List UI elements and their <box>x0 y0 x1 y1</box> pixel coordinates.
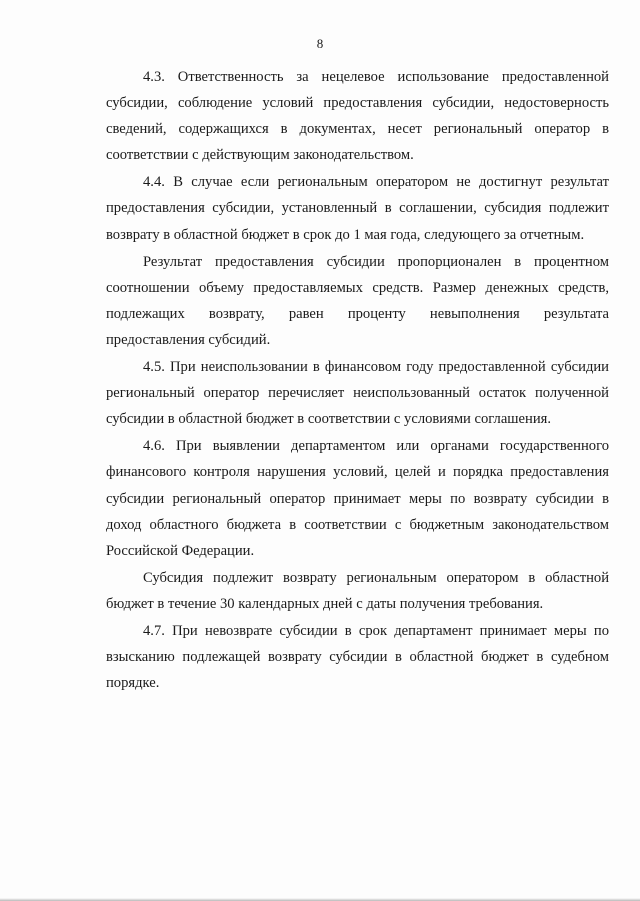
paragraph-refund-deadline: Субсидия подлежит возврату региональным оператором в областной бюджет в течение 30 календарных дней с даты получения требования. <box>106 569 609 612</box>
paragraph-4-4: 4.4. В случае если региональным оператором не достигнут результат предоставления субсидии, установленный в соглашении, субсидия подлежит возврату в областной бюджет в срок до 1 мая года, следующего за отчетным. <box>106 174 609 243</box>
document-body <box>106 64 609 697</box>
paragraph-4-7: 4.7. При невозврате субсидии в срок департамент принимает меры по взысканию подлежащей возврату субсидии в областной бюджет в судебном порядке. <box>106 622 609 692</box>
paragraph-result-proportional: Результат предоставления субсидии пропорционален в процентном соотношении объему предоставляемых средств. Размер денежных средств, подлежащих возврату, равен проценту невыполнения результата предоставления субсидий. <box>106 253 609 348</box>
page-number: 8 <box>316 36 324 51</box>
paragraph-4-5: 4.5. При неиспользовании в финансовом году предоставленной субсидии региональный оператор перечисляет неиспользованный остаток полученной субсидии в областной бюджет в соответствии с условиями соглашения. <box>106 359 609 428</box>
paragraph-4-6: 4.6. При выявлении департаментом или органами государственного финансового контроля нарушения условий, целей и порядка предоставления субсидии региональный оператор принимает меры по возврату субсидии в доход областного бюджета в соответствии с бюджетным законодательством Российской Федерации. <box>106 438 609 559</box>
paragraph-4-3: 4.3. Ответственность за нецелевое использование предоставленной субсидии, соблюдение условий предоставления субсидии, недостоверность сведений, содержащихся в документах, несет региональный оператор в соответствии с действующим законодательством. <box>106 69 609 164</box>
